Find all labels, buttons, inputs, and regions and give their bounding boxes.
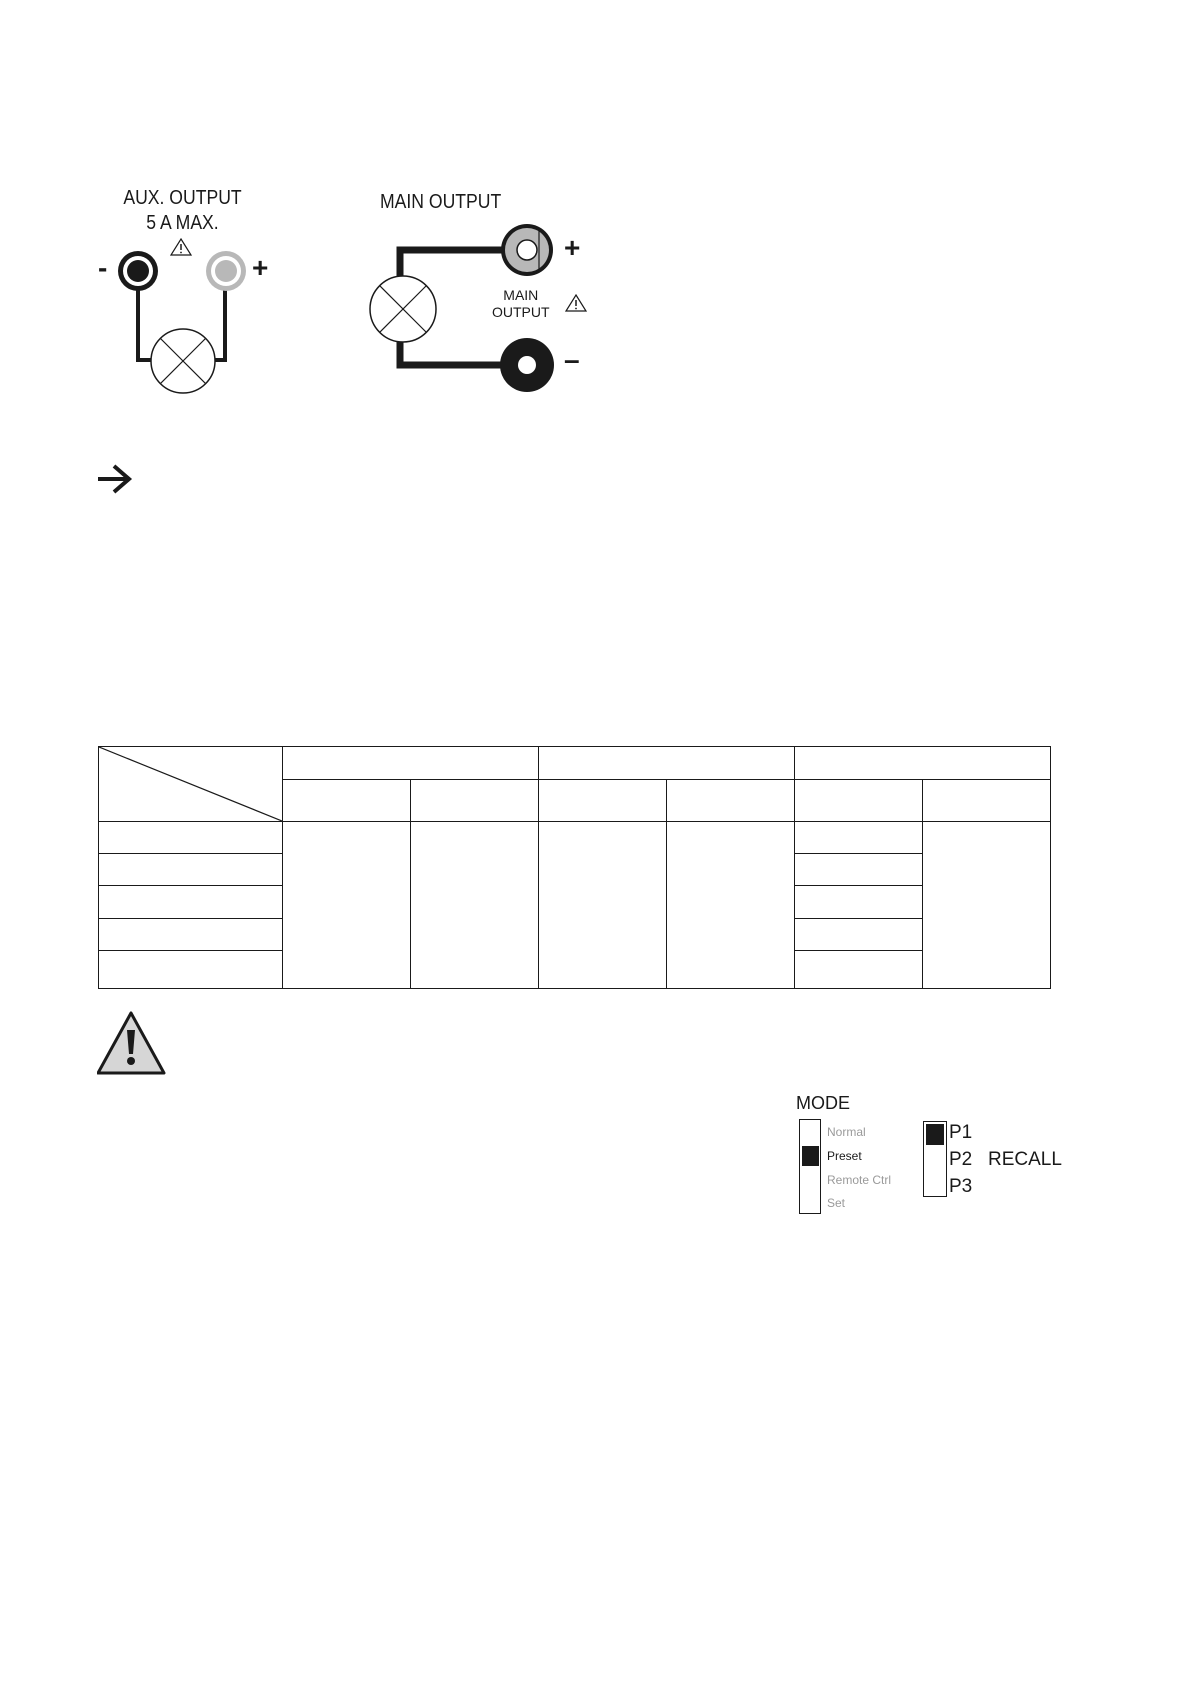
main-minus-terminal [500, 338, 554, 392]
lamp-icon [151, 329, 215, 393]
table-corner-cell [99, 747, 283, 822]
lamp-icon [370, 276, 436, 342]
table-row-label [99, 886, 283, 919]
warning-triangle-icon [171, 239, 191, 255]
table-cell [283, 822, 411, 989]
preset-p3[interactable]: P3 [949, 1176, 973, 1197]
table-cell [795, 886, 923, 919]
table-cell [923, 822, 1051, 989]
table-cell [795, 951, 923, 989]
table-cell [795, 919, 923, 951]
table-subheader [283, 780, 411, 822]
recall-switch-knob[interactable] [926, 1124, 944, 1145]
table-cell [795, 822, 923, 854]
table-subheader [923, 780, 1051, 822]
mode-option-remote-ctrl[interactable]: Remote Ctrl [827, 1173, 892, 1187]
main-output-title: MAIN OUTPUT [380, 191, 502, 213]
settings-table [98, 746, 1051, 989]
mode-option-set[interactable]: Set [827, 1196, 846, 1210]
table-subheader [667, 780, 795, 822]
aux-output-diagram [95, 235, 295, 405]
table-row-label [99, 951, 283, 989]
mode-option-preset[interactable]: Preset [827, 1149, 862, 1163]
aux-minus-terminal [118, 251, 158, 291]
aux-output-title-line1: AUX. OUTPUT [123, 187, 242, 209]
main-output-label-line2: OUTPUT [492, 304, 550, 320]
mode-switch[interactable] [799, 1119, 821, 1214]
preset-p2[interactable]: P2 [949, 1149, 973, 1170]
aux-plus-sign: + [252, 252, 269, 283]
table-subheader [795, 780, 923, 822]
recall-label: RECALL [988, 1149, 1062, 1170]
table-header-group [539, 747, 795, 780]
main-plus-sign: + [564, 232, 581, 263]
table-subheader [539, 780, 667, 822]
aux-minus-sign: - [98, 252, 108, 283]
table-cell [667, 822, 795, 989]
table-cell [539, 822, 667, 989]
aux-plus-terminal [206, 251, 246, 291]
table-cell [795, 854, 923, 886]
table-row-label [99, 919, 283, 951]
mode-option-normal[interactable]: Normal [827, 1125, 866, 1139]
right-arrow-icon [96, 462, 136, 496]
main-minus-sign: – [564, 344, 580, 375]
mode-switch-knob[interactable] [802, 1146, 819, 1166]
aux-output-title-line2: 5 A MAX. [146, 212, 219, 234]
table-header-group [283, 747, 539, 780]
table-subheader [411, 780, 539, 822]
diagonal-divider [99, 747, 282, 821]
main-output-diagram [360, 215, 600, 395]
table-row-label [99, 854, 283, 886]
warning-triangle-icon [566, 295, 586, 311]
table-cell [411, 822, 539, 989]
table-header-group [795, 747, 1051, 780]
main-output-label-line1: MAIN [503, 287, 539, 303]
aux-output-title [106, 186, 260, 236]
preset-p1[interactable]: P1 [949, 1122, 973, 1143]
table-row-label [99, 822, 283, 854]
recall-switch[interactable] [923, 1121, 947, 1197]
main-plus-terminal [501, 224, 553, 276]
mode-title: MODE [796, 1093, 850, 1113]
warning-triangle-icon [97, 1010, 167, 1076]
